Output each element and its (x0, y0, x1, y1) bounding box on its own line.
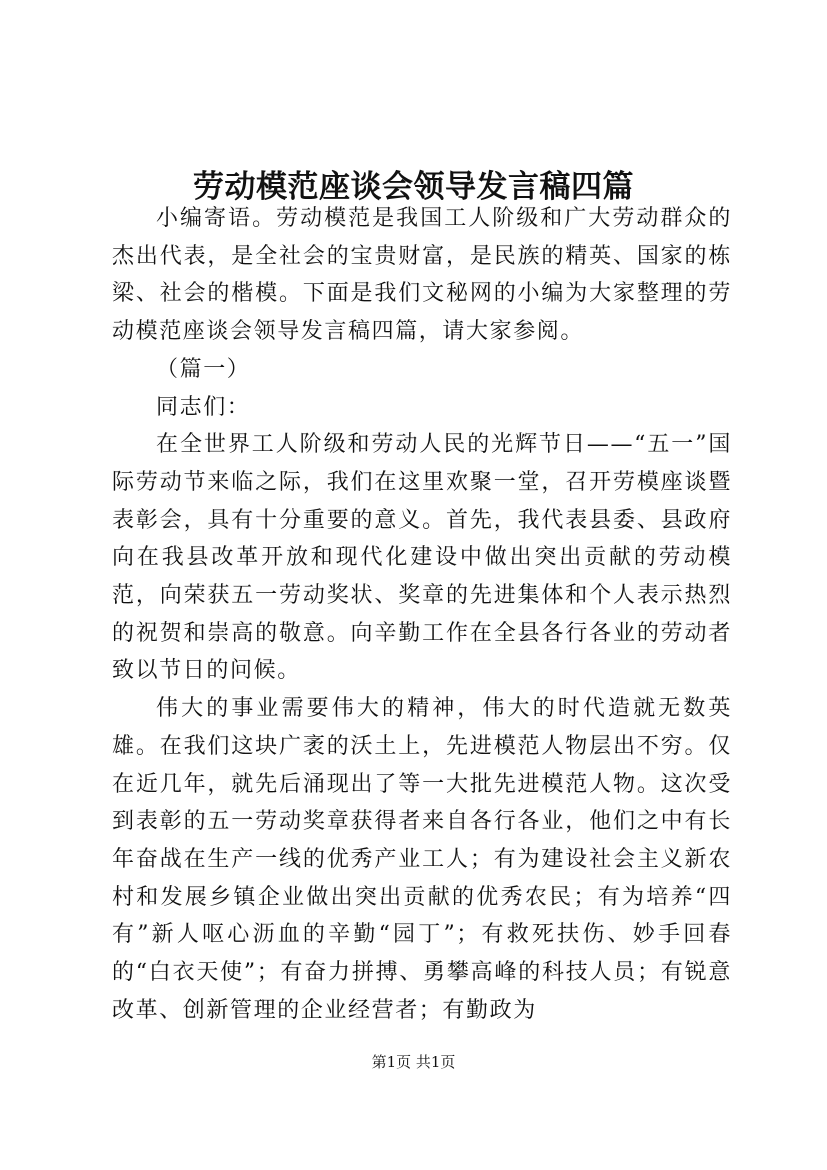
paragraph-body-1: 在全世界工人阶级和劳动人民的光辉节日——“五一”国际劳动节来临之际，我们在这里欢聚一堂，召开劳模座谈暨表彰会，具有十分重要的意义。首先，我代表县委、县政府向在我县改革开放和现代化建设中做出突出贡献的劳动模范，向荣获五一劳动奖状、奖章的先进集体和个人表示热烈的祝贺和崇高的敬意。向辛勤工作在全县各行各业的劳动者致以节日的问候。 (112, 432, 732, 684)
paragraph-section-heading: （篇一） (156, 356, 251, 382)
paragraph-salutation: 同志们： (156, 394, 251, 420)
paragraph-intro: 小编寄语。劳动模范是我国工人阶级和广大劳动群众的杰出代表，是全社会的宝贵财富，是民族的精英、国家的栋梁、社会的楷模。下面是我们文秘网的小编为大家整理的劳动模范座谈会领导发言稿四篇，请大家参阅。 (112, 206, 732, 345)
document-title: 劳动模范座谈会领导发言稿四篇 (193, 168, 634, 205)
paragraph-body-2: 伟大的事业需要伟大的精神，伟大的时代造就无数英雄。在我们这块广袤的沃土上，先进模范人物层出不穷。仅在近几年，就先后涌现出了等一大批先进模范人物。这次受到表彰的五一劳动奖章获得者来自各行各业，他们之中有长年奋战在生产一线的优秀产业工人；有为建设社会主义新农村和发展乡镇企业做出突出贡献的优秀农民；有为培养“四有”新人呕心沥血的辛勤“园丁”；有救死扶伤、妙手回春的“白衣天使”；有奋力拼搏、勇攀高峰的科技人员；有锐意改革、创新管理的企业经营者；有勤政为 (112, 696, 732, 1023)
page-footer: 第1页 共1页 (371, 1053, 456, 1071)
document-body (112, 200, 732, 1029)
